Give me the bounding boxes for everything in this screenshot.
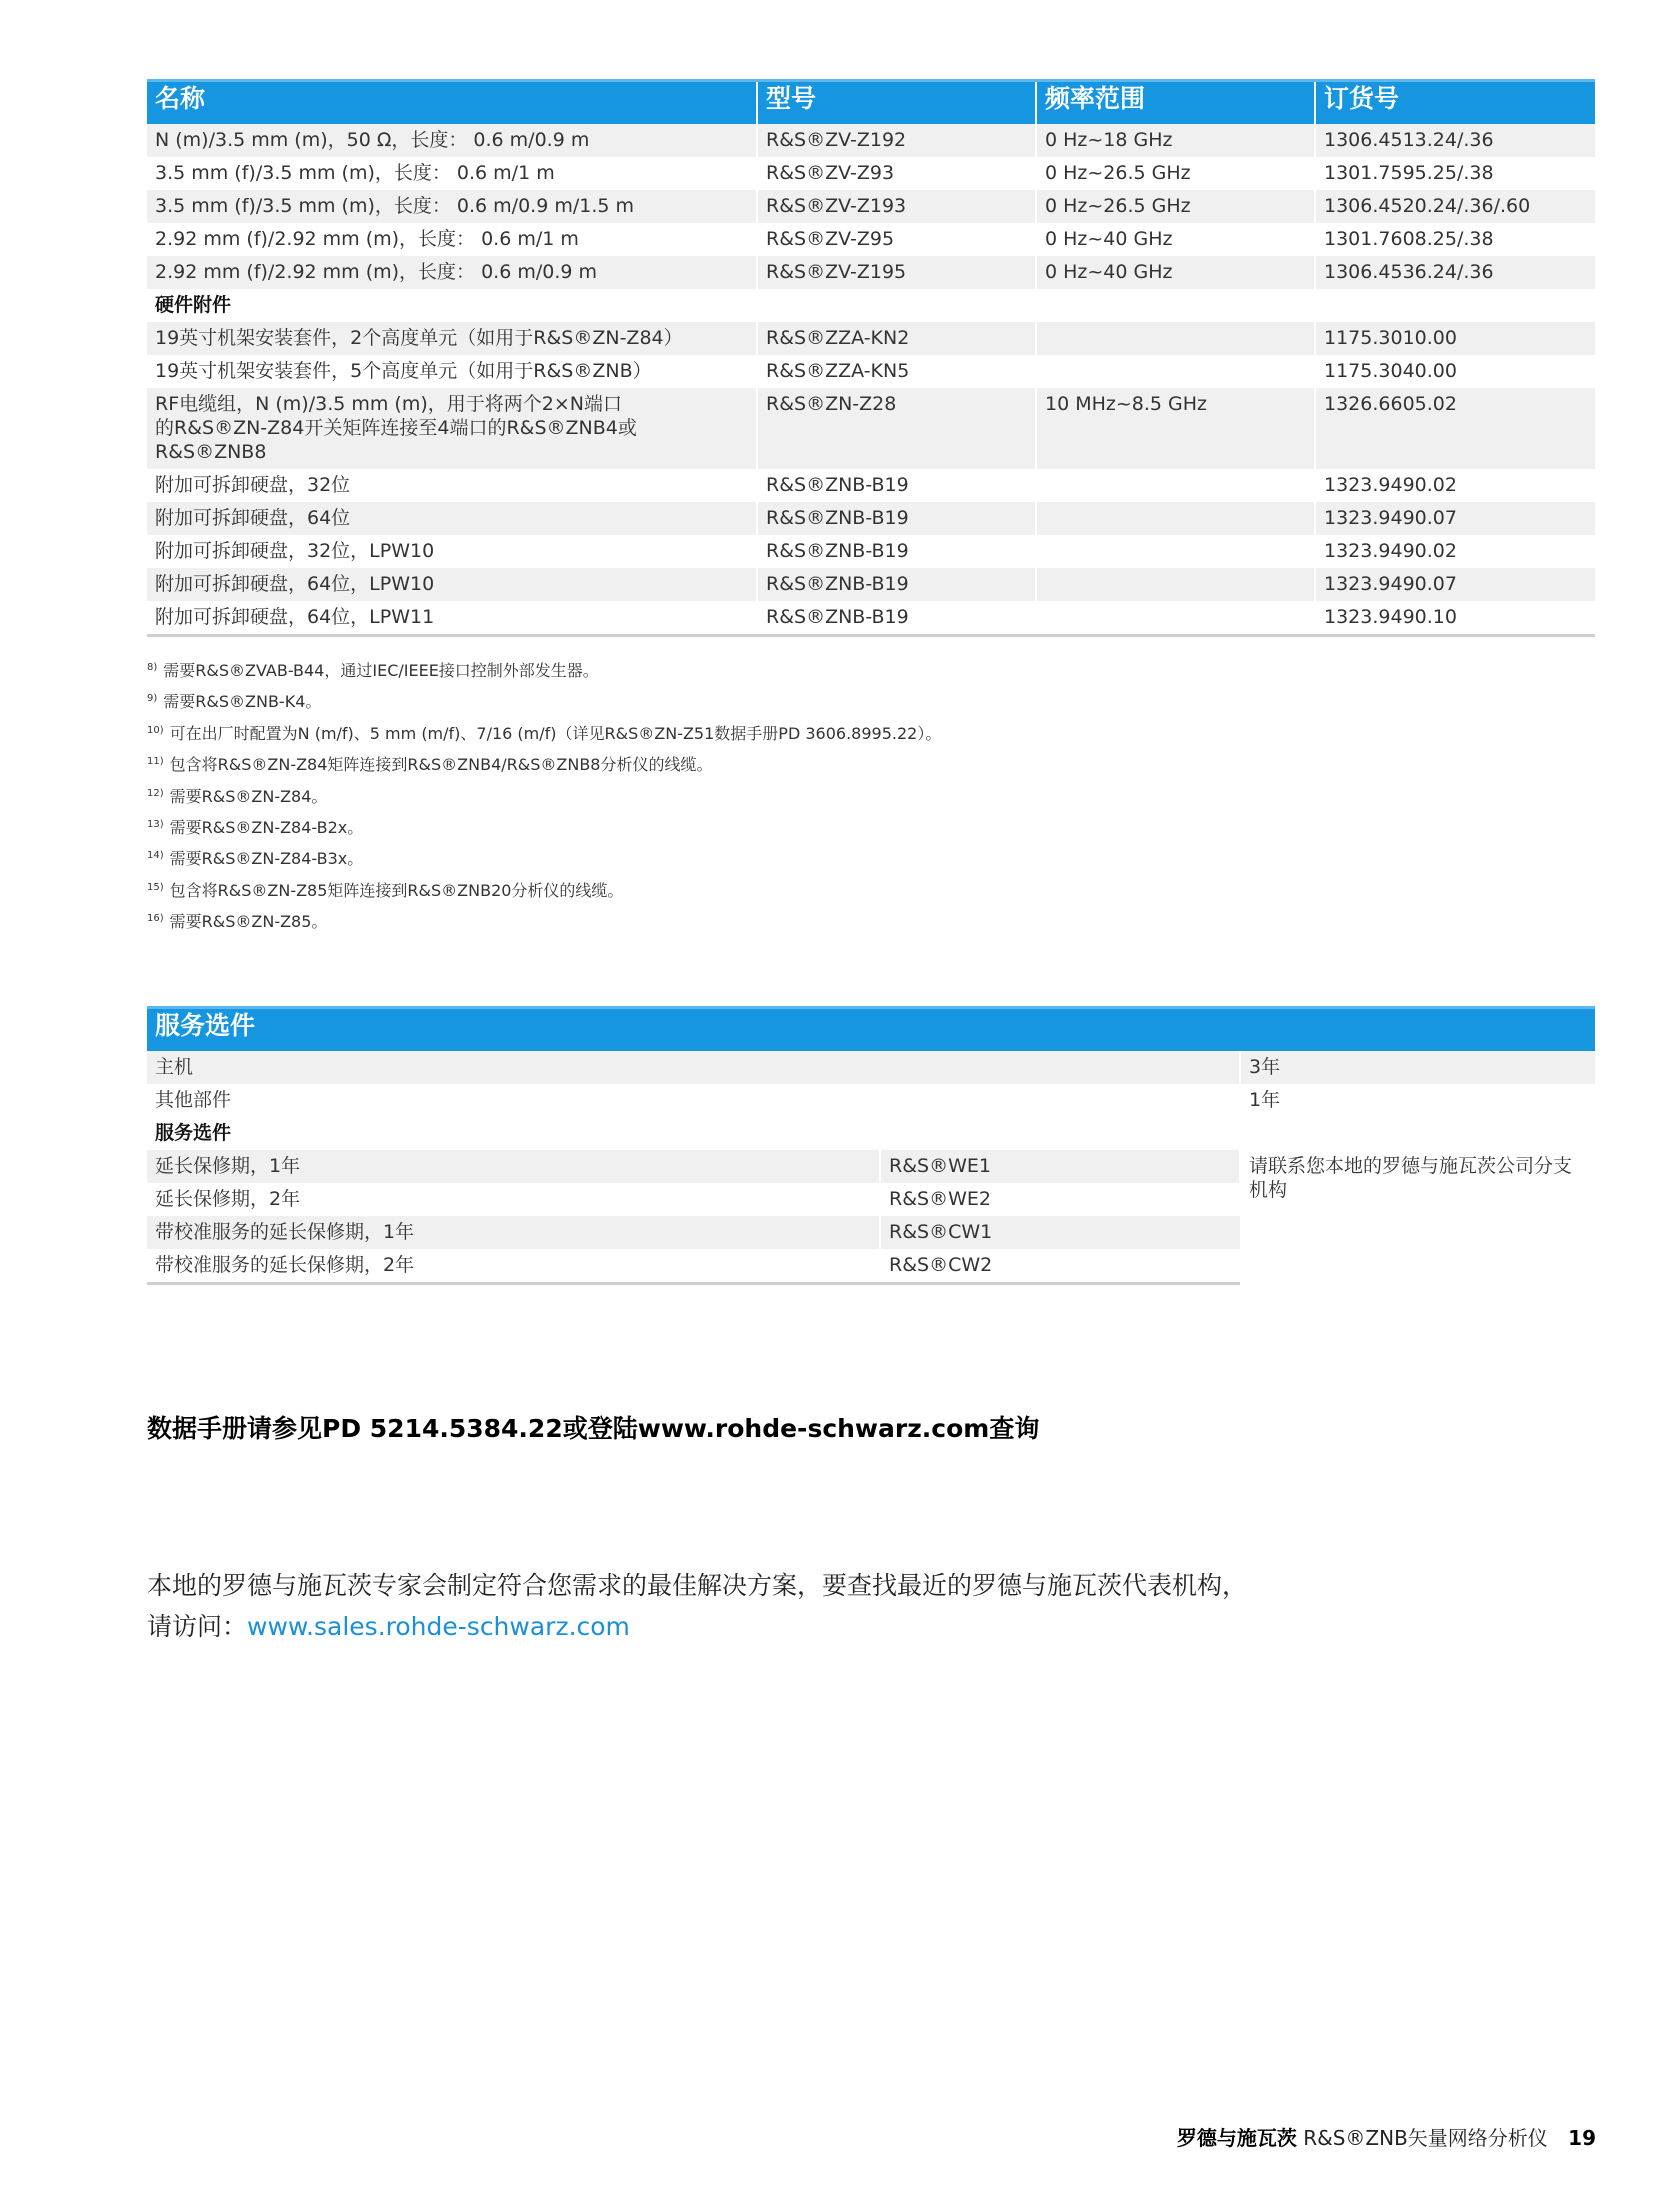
table-row [147, 1150, 1595, 1183]
table-row [147, 1084, 1595, 1117]
cell-type: R&S®ZNB-B19 [757, 502, 1036, 535]
contact-line: 本地的罗德与施瓦茨专家会制定符合您需求的最佳解决方案，要查找最近的罗德与施瓦茨代表机构， [147, 1571, 1248, 1600]
service-options-table [147, 1006, 1595, 1285]
table-row [147, 355, 1595, 388]
accessories-table [147, 79, 1595, 637]
cell-type: R&S®ZV-Z192 [757, 124, 1036, 157]
cell-order-no: 1323.9490.02 [1315, 535, 1595, 568]
footnote-text: 需要R&S®ZN-Z84。 [169, 786, 328, 806]
table-row [147, 568, 1595, 601]
cell-code: R&S®WE1 [880, 1150, 1240, 1183]
header-type: 型号 [757, 81, 1036, 125]
footnote-text: 需要R&S®ZNB-K4。 [163, 692, 322, 712]
table-row [147, 469, 1595, 502]
footer-brand: 罗德与施瓦茨 [1176, 2126, 1297, 2150]
section-title-service: 服务选件 [147, 1117, 1595, 1150]
header-name: 名称 [147, 81, 757, 125]
page-footer [1177, 2122, 1596, 2151]
cell-order-no: 1323.9490.07 [1315, 502, 1595, 535]
footnotes [147, 654, 941, 937]
cell-frequency: 0 Hz~18 GHz [1036, 124, 1315, 157]
cell-label: 主机 [147, 1051, 1240, 1084]
footnote-number: 15) [147, 881, 164, 893]
table-row [147, 223, 1595, 256]
cell-label: 带校准服务的延长保修期，1年 [147, 1216, 880, 1249]
cell-type: R&S®ZV-Z193 [757, 190, 1036, 223]
table-row [147, 502, 1595, 535]
header-order-no: 订货号 [1315, 81, 1595, 125]
cell-name: 2.92 mm (f)/2.92 mm (m)，长度： 0.6 m/1 m [147, 223, 757, 256]
cell-frequency: 0 Hz~26.5 GHz [1036, 157, 1315, 190]
cell-order-no: 1175.3040.00 [1315, 355, 1595, 388]
cell-order-no: 1175.3010.00 [1315, 322, 1595, 355]
cell-code: R&S®WE2 [880, 1183, 1240, 1216]
cell-order-no: 1306.4536.24/.36 [1315, 256, 1595, 289]
footnote [147, 780, 941, 811]
cell-frequency: 0 Hz~40 GHz [1036, 223, 1315, 256]
cell-label: 延长保修期，2年 [147, 1183, 880, 1216]
footnote-number: 13) [147, 819, 164, 831]
cell-order-no: 1323.9490.07 [1315, 568, 1595, 601]
cell-frequency [1036, 322, 1315, 355]
page-number: 19 [1568, 2126, 1596, 2150]
footnote [147, 874, 941, 905]
cell-code: R&S®CW1 [880, 1216, 1240, 1249]
footnote [147, 717, 941, 748]
cell-frequency [1036, 568, 1315, 601]
footnote-number: 14) [147, 850, 164, 862]
cell-name: 附加可拆卸硬盘，64位，LPW11 [147, 601, 757, 636]
footnote [147, 748, 941, 779]
footnote-number: 16) [147, 913, 164, 925]
cell-name: N (m)/3.5 mm (m)，50 Ω，长度： 0.6 m/0.9 m [147, 124, 757, 157]
service-header: 服务选件 [147, 1008, 1595, 1052]
cell-type: R&S®ZNB-B19 [757, 469, 1036, 502]
cell-type: R&S®ZNB-B19 [757, 601, 1036, 636]
contact-prefix: 请访问： [147, 1612, 248, 1641]
table-row [147, 256, 1595, 289]
cell-label: 延长保修期，1年 [147, 1150, 880, 1183]
cell-name: 3.5 mm (f)/3.5 mm (m)，长度： 0.6 m/0.9 m/1.5 m [147, 190, 757, 223]
cell-name: 附加可拆卸硬盘，64位，LPW10 [147, 568, 757, 601]
cell-name: 19英寸机架安装套件，5个高度单元（如用于R&S®ZNB） [147, 355, 757, 388]
table-row [147, 124, 1595, 157]
footnote-number: 9) [147, 693, 158, 705]
footnote-number: 11) [147, 756, 164, 768]
footnote-text: 可在出厂时配置为N (m/f)、5 mm (m/f)、7/16 (m/f)（详见R&S®ZN-Z51数据手册PD 3606.8995.22）。 [169, 723, 942, 743]
cell-code: R&S®CW2 [880, 1249, 1240, 1284]
cell-order-no: 1323.9490.02 [1315, 469, 1595, 502]
cell-value: 1年 [1240, 1084, 1595, 1117]
cell-order-no: 1326.6605.02 [1315, 388, 1595, 469]
cell-frequency [1036, 535, 1315, 568]
cell-name-line2: 的R&S®ZN-Z84开关矩阵连接至4端口的R&S®ZNB4或R&S®ZNB8 [155, 417, 637, 463]
cell-frequency: 10 MHz~8.5 GHz [1036, 388, 1315, 469]
table-header-row [147, 1008, 1595, 1052]
cell-frequency: 0 Hz~26.5 GHz [1036, 190, 1315, 223]
footnote-number: 10) [147, 724, 164, 736]
cell-label: 其他部件 [147, 1084, 1240, 1117]
footnote-number: 12) [147, 787, 164, 799]
cell-name: 附加可拆卸硬盘，32位，LPW10 [147, 535, 757, 568]
cell-type: R&S®ZV-Z93 [757, 157, 1036, 190]
footnote [147, 654, 941, 685]
cell-type: R&S®ZNB-B19 [757, 568, 1036, 601]
table-row [147, 1051, 1595, 1084]
cell-name: 19英寸机架安装套件，2个高度单元（如用于R&S®ZN-Z84） [147, 322, 757, 355]
cell-name: 2.92 mm (f)/2.92 mm (m)，长度： 0.6 m/0.9 m [147, 256, 757, 289]
footnote-number: 8) [147, 662, 158, 673]
table-row [147, 601, 1595, 636]
cell-name-line1: RF电缆组，N (m)/3.5 mm (m)，用于将两个2×N端口 [155, 393, 622, 415]
cell-order-no: 1306.4520.24/.36/.60 [1315, 190, 1595, 223]
sales-link[interactable]: www.sales.rohde-schwarz.com [247, 1612, 630, 1641]
cell-frequency [1036, 469, 1315, 502]
cell-type: R&S®ZNB-B19 [757, 535, 1036, 568]
footnote-text: 需要R&S®ZVAB-B44，通过IEC/IEEE接口控制外部发生器。 [163, 661, 599, 680]
cell-name: 附加可拆卸硬盘，64位 [147, 502, 757, 535]
cell-name: 附加可拆卸硬盘，32位 [147, 469, 757, 502]
section-title-hardware: 硬件附件 [147, 289, 1595, 322]
table-row [147, 190, 1595, 223]
table-row [147, 388, 1595, 469]
cell-label: 带校准服务的延长保修期，2年 [147, 1249, 880, 1284]
cell-type: R&S®ZV-Z195 [757, 256, 1036, 289]
cell-order-no: 1301.7608.25/.38 [1315, 223, 1595, 256]
cell-type: R&S®ZN-Z28 [757, 388, 1036, 469]
datasheet-reference: 数据手册请参见PD 5214.5384.22或登陆www.rohde-schwarz.com查询 [147, 1414, 1040, 1443]
cell-frequency [1036, 355, 1315, 388]
footnote-text: 需要R&S®ZN-Z84-B3x。 [169, 849, 364, 869]
footer-product: R&S®ZNB矢量网络分析仪 [1303, 2126, 1548, 2150]
contact-note: 请联系您本地的罗德与施瓦茨公司分支机构 [1240, 1150, 1595, 1284]
contact-paragraph [147, 1565, 1247, 1647]
cell-name: 3.5 mm (f)/3.5 mm (m)，长度： 0.6 m/1 m [147, 157, 757, 190]
table-row [147, 535, 1595, 568]
footnote [147, 842, 941, 873]
cell-frequency [1036, 502, 1315, 535]
contact-line [147, 1606, 1247, 1647]
cell-type: R&S®ZZA-KN2 [757, 322, 1036, 355]
table-row [147, 157, 1595, 190]
footnote [147, 905, 941, 936]
footnote [147, 685, 941, 716]
cell-order-no: 1301.7595.25/.38 [1315, 157, 1595, 190]
cell-frequency [1036, 601, 1315, 636]
cell-order-no: 1306.4513.24/.36 [1315, 124, 1595, 157]
footnote-text: 包含将R&S®ZN-Z84矩阵连接到R&S®ZNB4/R&S®ZNB8分析仪的线缆。 [169, 755, 713, 775]
footnote-text: 需要R&S®ZN-Z84-B2x。 [169, 818, 364, 838]
cell-name [147, 388, 757, 469]
cell-frequency: 0 Hz~40 GHz [1036, 256, 1315, 289]
footnote-text: 需要R&S®ZN-Z85。 [169, 912, 328, 932]
section-row [147, 289, 1595, 322]
cell-value: 3年 [1240, 1051, 1595, 1084]
footnote-text: 包含将R&S®ZN-Z85矩阵连接到R&S®ZNB20分析仪的线缆。 [169, 880, 624, 900]
header-frequency: 频率范围 [1036, 81, 1315, 125]
cell-type: R&S®ZV-Z95 [757, 223, 1036, 256]
cell-type: R&S®ZZA-KN5 [757, 355, 1036, 388]
cell-order-no: 1323.9490.10 [1315, 601, 1595, 636]
table-row [147, 322, 1595, 355]
footnote [147, 811, 941, 842]
section-row [147, 1117, 1595, 1150]
table-header-row [147, 81, 1595, 125]
